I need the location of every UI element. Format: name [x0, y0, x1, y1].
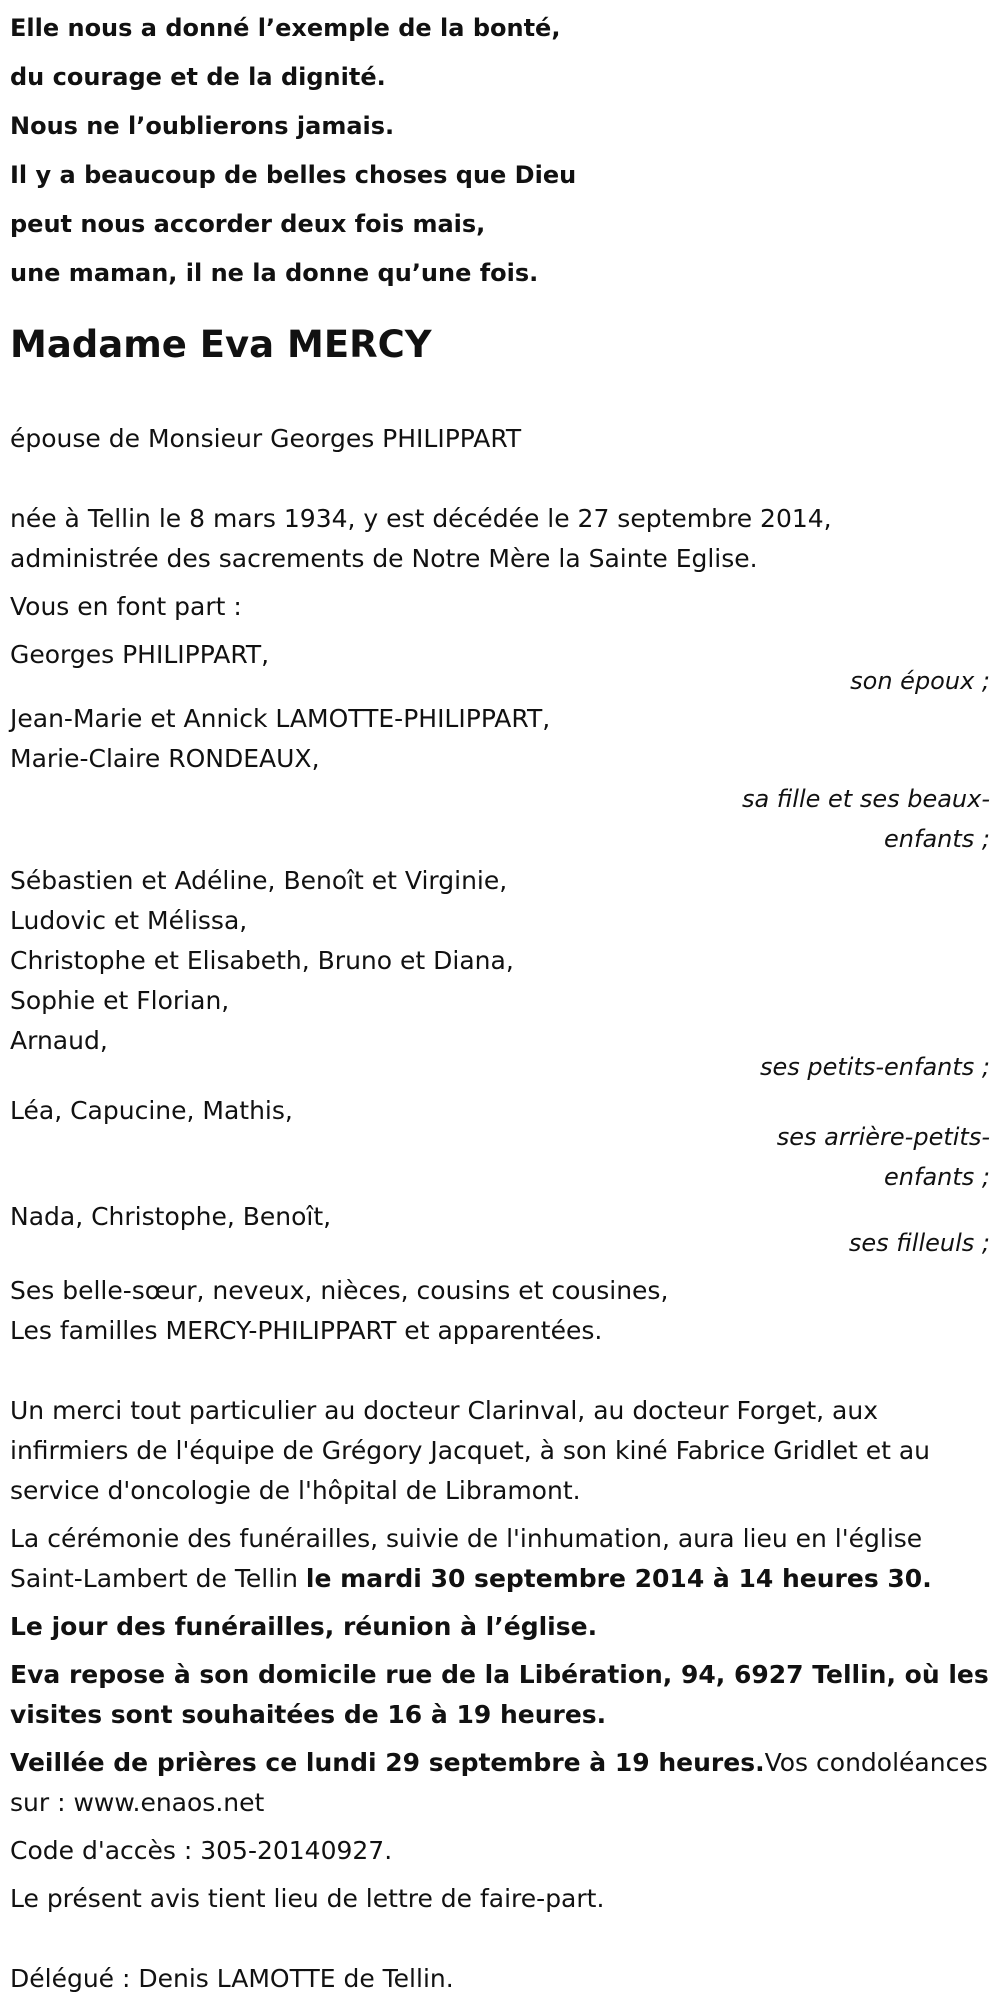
vigil-text: Veillée de prières ce lundi 29 septembre à 19 heures.	[10, 1748, 765, 1777]
delegate-text: Délégué : Denis LAMOTTE de Tellin.	[10, 1964, 454, 1993]
deceased-name: Madame Eva MERCY	[10, 323, 432, 366]
poem-line: une maman, il ne la donne qu’une fois.	[10, 259, 539, 287]
family-names: Ludovic et Mélissa,	[10, 906, 248, 935]
family-names: Georges PHILIPPART,	[10, 640, 270, 669]
obituary-content	[10, 0, 990, 1999]
ceremony-paragraph	[10, 1519, 990, 1599]
family-relation: ses arrière-petits-	[776, 1123, 990, 1151]
thanks-paragraph	[10, 1391, 990, 1511]
condolences-text: Vos condoléances	[764, 1748, 988, 1777]
family-list	[10, 635, 990, 1263]
poem-line: Il y a beaucoup de belles choses que Dieu	[10, 161, 577, 189]
family-names: Nada, Christophe, Benoît,	[10, 1202, 332, 1231]
announce-text: Vous en font part :	[10, 592, 242, 621]
poem-line: Elle nous a donné l’exemple de la bonté,	[10, 14, 561, 42]
family-names: Marie-Claire RONDEAUX,	[10, 744, 320, 773]
poem-line: du courage et de la dignité.	[10, 63, 386, 91]
family-names: Léa, Capucine, Mathis,	[10, 1096, 293, 1125]
family-names: Sophie et Florian,	[10, 986, 230, 1015]
condolences-website: sur : www.enaos.net	[10, 1788, 265, 1817]
family-entry	[10, 635, 990, 701]
rest-line: visites sont souhaitées de 16 à 19 heures.	[10, 1700, 607, 1729]
birth-death	[10, 499, 990, 579]
notice-text: Le présent avis tient lieu de lettre de faire-part.	[10, 1884, 605, 1913]
ceremony-date: le mardi 30 septembre 2014 à 14 heures 30.	[305, 1564, 932, 1593]
meeting-text: Le jour des funérailles, réunion à l’église.	[10, 1612, 598, 1641]
thanks-line: infirmiers de l'équipe de Grégory Jacquet, à son kiné Fabrice Gridlet et au	[10, 1436, 931, 1465]
rest-paragraph	[10, 1655, 990, 1735]
spouse-line: épouse de Monsieur Georges PHILIPPART	[10, 424, 522, 453]
family-relation: enfants ;	[884, 1163, 990, 1191]
family-entry	[10, 1091, 990, 1197]
other-relatives-line: Les familles MERCY-PHILIPPART et apparentées.	[10, 1316, 603, 1345]
ceremony-line	[10, 1559, 990, 1599]
birth-death-line: née à Tellin le 8 mars 1934, y est décédée le 27 septembre 2014,	[10, 504, 832, 533]
family-relation: enfants ;	[884, 825, 990, 853]
vigil-paragraph	[10, 1743, 990, 1823]
poem	[10, 0, 990, 294]
family-names: Sébastien et Adéline, Benoît et Virginie,	[10, 866, 508, 895]
ceremony-location: Saint-Lambert de Tellin	[10, 1564, 306, 1593]
family-relation: ses petits-enfants ;	[759, 1053, 990, 1081]
ceremony-line: La cérémonie des funérailles, suivie de l'inhumation, aura lieu en l'église	[10, 1524, 923, 1553]
poem-line: peut nous accorder deux fois mais,	[10, 210, 486, 238]
family-relation: son époux ;	[850, 667, 990, 695]
other-relatives-line: Ses belle-sœur, neveux, nièces, cousins et cousines,	[10, 1276, 669, 1305]
other-relatives	[10, 1271, 990, 1351]
access-code: Code d'accès : 305-20140927.	[10, 1836, 393, 1865]
family-entry	[10, 1197, 990, 1263]
family-names: Christophe et Elisabeth, Bruno et Diana,	[10, 946, 514, 975]
poem-line: Nous ne l’oublierons jamais.	[10, 112, 395, 140]
family-entry	[10, 861, 990, 1087]
birth-death-line: administrée des sacrements de Notre Mère la Sainte Eglise.	[10, 544, 758, 573]
family-names: Jean-Marie et Annick LAMOTTE-PHILIPPART,	[10, 704, 551, 733]
family-names: Arnaud,	[10, 1026, 108, 1055]
thanks-line: Un merci tout particulier au docteur Clarinval, au docteur Forget, aux	[10, 1396, 879, 1425]
thanks-line: service d'oncologie de l'hôpital de Libramont.	[10, 1476, 581, 1505]
family-relation: ses filleuls ;	[848, 1229, 990, 1257]
rest-line: Eva repose à son domicile rue de la Libération, 94, 6927 Tellin, où les	[10, 1660, 989, 1689]
vigil-line	[10, 1743, 990, 1783]
family-entry	[10, 699, 990, 859]
family-relation: sa fille et ses beaux-	[741, 785, 990, 813]
